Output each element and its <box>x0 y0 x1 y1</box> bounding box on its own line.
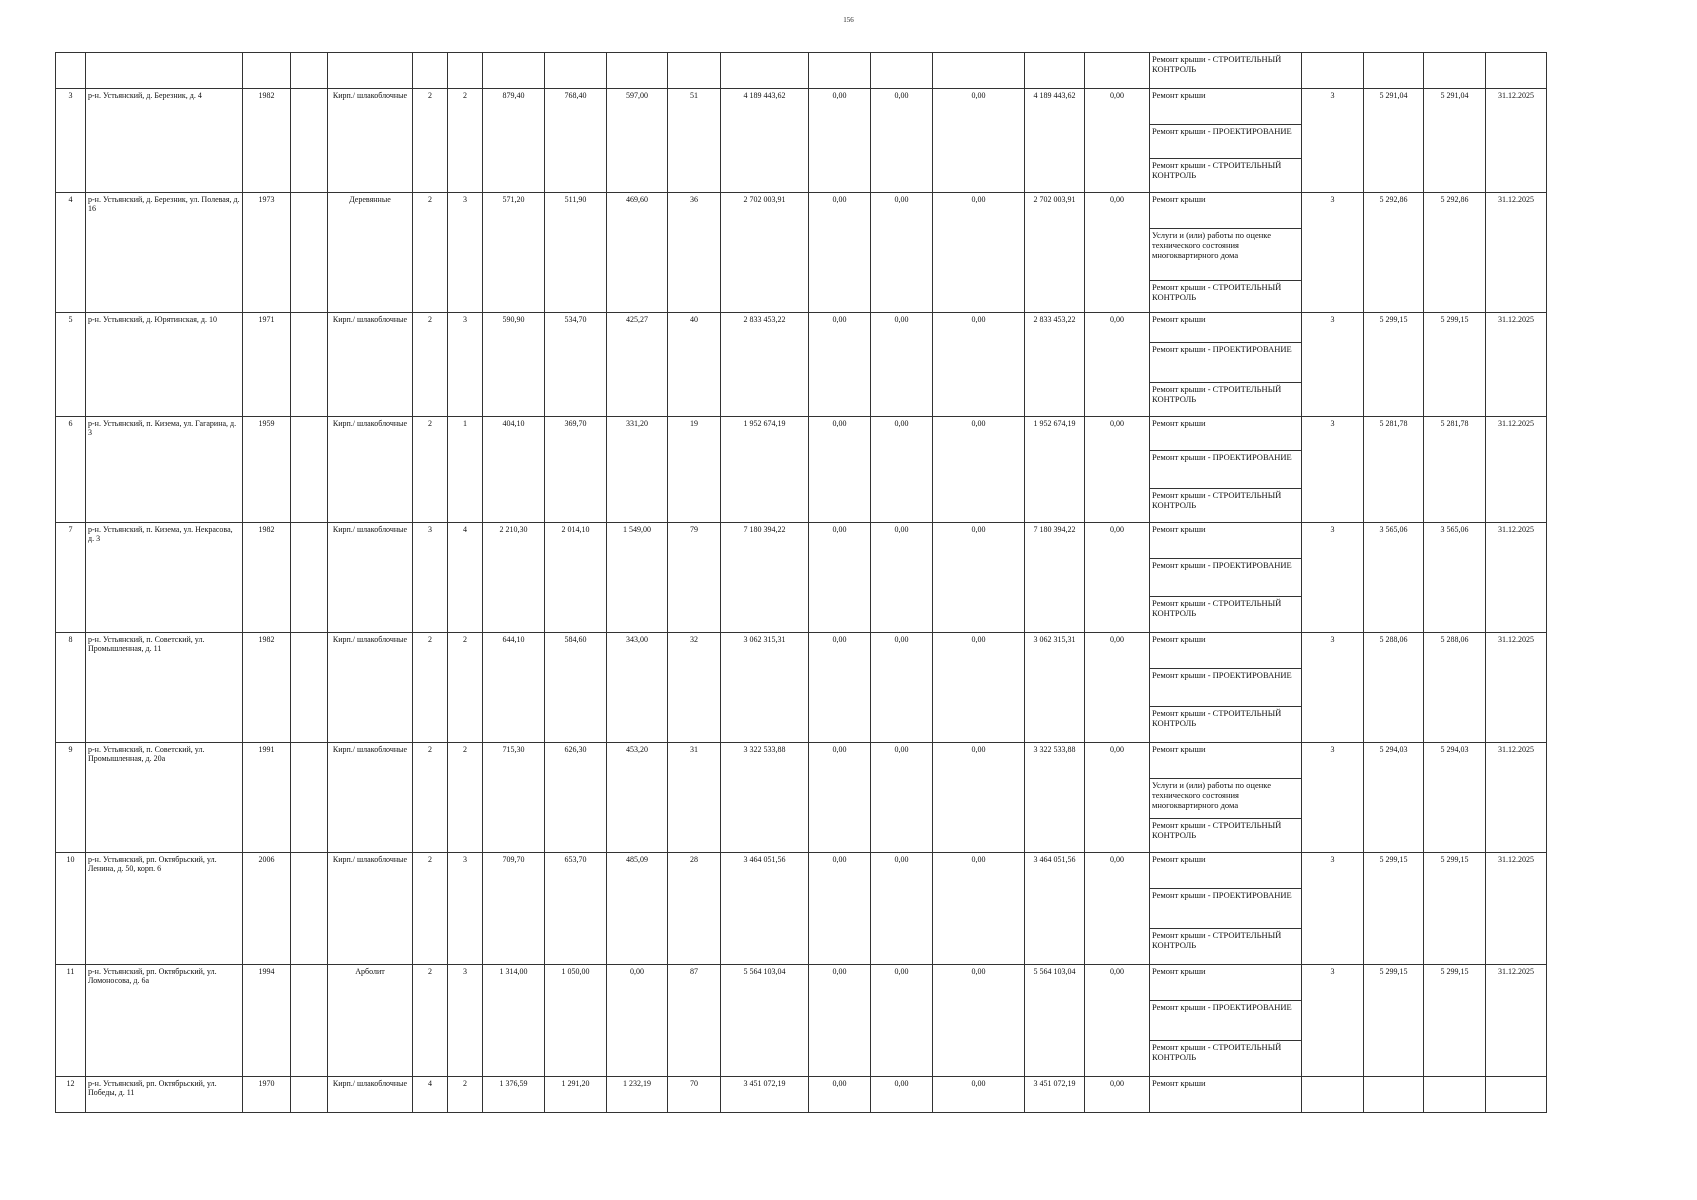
cost-regional: 0,00 <box>871 633 933 743</box>
max-unit-price: 5 299,15 <box>1424 965 1486 1077</box>
cost-other: 0,00 <box>1085 853 1150 965</box>
table-row <box>56 633 1547 669</box>
empty-cell <box>328 53 413 89</box>
empty-cell <box>291 313 328 417</box>
cost-federal: 0,00 <box>809 853 871 965</box>
area-residential: 331,20 <box>607 417 668 523</box>
work-item: Услуги и (или) работы по оценке технического состояния многоквартирного дома <box>1150 779 1302 819</box>
cost-other: 0,00 <box>1085 313 1150 417</box>
floors-count: 2 <box>413 633 448 743</box>
unit-count: 3 <box>1302 965 1364 1077</box>
work-item: Ремонт крыши - СТРОИТЕЛЬНЫЙ КОНТРОЛЬ <box>1150 929 1302 965</box>
area-premises: 584,60 <box>545 633 607 743</box>
residents-count: 32 <box>668 633 721 743</box>
floors-count: 2 <box>413 313 448 417</box>
cost-other: 0,00 <box>1085 193 1150 313</box>
wall-material: Кирп./ шлакоблочные <box>328 1077 413 1113</box>
entrances-count: 2 <box>448 633 483 743</box>
empty-cell <box>291 1077 328 1113</box>
cost-local: 0,00 <box>933 743 1025 853</box>
cost-owners: 7 180 394,22 <box>1025 523 1085 633</box>
cost-regional: 0,00 <box>871 89 933 193</box>
empty-cell <box>56 53 86 89</box>
cost-federal: 0,00 <box>809 417 871 523</box>
area-residential: 0,00 <box>607 965 668 1077</box>
empty-cell <box>448 53 483 89</box>
work-item: Ремонт крыши - ПРОЕКТИРОВАНИЕ <box>1150 889 1302 929</box>
floors-count: 2 <box>413 193 448 313</box>
unit-price <box>1364 1077 1424 1113</box>
row-number: 11 <box>56 965 86 1077</box>
table-row <box>56 1077 1547 1113</box>
cost-owners: 2 833 453,22 <box>1025 313 1085 417</box>
empty-cell <box>86 53 243 89</box>
work-item: Ремонт крыши - СТРОИТЕЛЬНЫЙ КОНТРОЛЬ <box>1150 159 1302 193</box>
empty-cell <box>1424 53 1486 89</box>
area-residential: 485,09 <box>607 853 668 965</box>
area-total: 644,10 <box>483 633 545 743</box>
work-item: Ремонт крыши - ПРОЕКТИРОВАНИЕ <box>1150 125 1302 159</box>
table-row <box>56 313 1547 343</box>
area-premises: 511,90 <box>545 193 607 313</box>
work-item: Ремонт крыши - СТРОИТЕЛЬНЫЙ КОНТРОЛЬ <box>1150 489 1302 523</box>
build-year: 1970 <box>243 1077 291 1113</box>
wall-material: Кирп./ шлакоблочные <box>328 313 413 417</box>
area-residential: 597,00 <box>607 89 668 193</box>
completion-date: 31.12.2025 <box>1486 193 1547 313</box>
cost-total: 2 702 003,91 <box>721 193 809 313</box>
build-year: 1971 <box>243 313 291 417</box>
work-item: Ремонт крыши - СТРОИТЕЛЬНЫЙ КОНТРОЛЬ <box>1150 281 1302 313</box>
empty-cell <box>1486 53 1547 89</box>
area-total: 715,30 <box>483 743 545 853</box>
empty-cell <box>291 523 328 633</box>
table-row <box>56 965 1547 1001</box>
wall-material: Кирп./ шлакоблочные <box>328 417 413 523</box>
max-unit-price: 5 299,15 <box>1424 313 1486 417</box>
table-row <box>56 853 1547 889</box>
work-item: Ремонт крыши - ПРОЕКТИРОВАНИЕ <box>1150 1001 1302 1041</box>
entrances-count: 3 <box>448 313 483 417</box>
max-unit-price <box>1424 1077 1486 1113</box>
unit-count <box>1302 1077 1364 1113</box>
residents-count: 87 <box>668 965 721 1077</box>
cost-federal: 0,00 <box>809 965 871 1077</box>
cost-local: 0,00 <box>933 89 1025 193</box>
floors-count: 3 <box>413 523 448 633</box>
work-item: Ремонт крыши - СТРОИТЕЛЬНЫЙ КОНТРОЛЬ <box>1150 597 1302 633</box>
wall-material: Кирп./ шлакоблочные <box>328 633 413 743</box>
residents-count: 28 <box>668 853 721 965</box>
row-number: 8 <box>56 633 86 743</box>
cost-local: 0,00 <box>933 313 1025 417</box>
empty-cell <box>291 633 328 743</box>
table-body <box>56 53 1547 1113</box>
cost-owners: 3 322 533,88 <box>1025 743 1085 853</box>
unit-count: 3 <box>1302 633 1364 743</box>
unit-price: 5 299,15 <box>1364 965 1424 1077</box>
address-cell: р-н. Устьянский, п. Советский, ул. Промышленная, д. 11 <box>86 633 243 743</box>
empty-cell <box>291 417 328 523</box>
work-item: Ремонт крыши <box>1150 853 1302 889</box>
cost-regional: 0,00 <box>871 523 933 633</box>
unit-count: 3 <box>1302 313 1364 417</box>
max-unit-price: 5 291,04 <box>1424 89 1486 193</box>
cost-other: 0,00 <box>1085 743 1150 853</box>
cost-other: 0,00 <box>1085 523 1150 633</box>
work-item: Ремонт крыши <box>1150 313 1302 343</box>
cost-regional: 0,00 <box>871 313 933 417</box>
area-residential: 343,00 <box>607 633 668 743</box>
empty-cell <box>1025 53 1085 89</box>
empty-cell <box>545 53 607 89</box>
completion-date: 31.12.2025 <box>1486 743 1547 853</box>
build-year: 1982 <box>243 523 291 633</box>
cost-total: 4 189 443,62 <box>721 89 809 193</box>
completion-date: 31.12.2025 <box>1486 853 1547 965</box>
residents-count: 70 <box>668 1077 721 1113</box>
empty-cell <box>483 53 545 89</box>
unit-count: 3 <box>1302 417 1364 523</box>
empty-cell <box>871 53 933 89</box>
address-cell: р-н. Устьянский, д. Березник, д. 4 <box>86 89 243 193</box>
floors-count: 4 <box>413 1077 448 1113</box>
cost-total: 7 180 394,22 <box>721 523 809 633</box>
cost-owners: 1 952 674,19 <box>1025 417 1085 523</box>
table-row <box>56 743 1547 779</box>
cost-local: 0,00 <box>933 193 1025 313</box>
entrances-count: 2 <box>448 743 483 853</box>
page-number: 156 <box>843 16 854 24</box>
cost-federal: 0,00 <box>809 523 871 633</box>
entrances-count: 4 <box>448 523 483 633</box>
area-premises: 626,30 <box>545 743 607 853</box>
unit-count: 3 <box>1302 89 1364 193</box>
cost-federal: 0,00 <box>809 89 871 193</box>
empty-cell <box>607 53 668 89</box>
table-row-continuation <box>56 53 1547 89</box>
cost-federal: 0,00 <box>809 193 871 313</box>
cost-federal: 0,00 <box>809 633 871 743</box>
area-total: 404,10 <box>483 417 545 523</box>
wall-material: Арболит <box>328 965 413 1077</box>
cost-federal: 0,00 <box>809 743 871 853</box>
unit-price: 5 288,06 <box>1364 633 1424 743</box>
cost-other: 0,00 <box>1085 965 1150 1077</box>
cost-total: 5 564 103,04 <box>721 965 809 1077</box>
work-item: Ремонт крыши - СТРОИТЕЛЬНЫЙ КОНТРОЛЬ <box>1150 53 1302 89</box>
cost-local: 0,00 <box>933 417 1025 523</box>
empty-cell <box>1302 53 1364 89</box>
area-premises: 534,70 <box>545 313 607 417</box>
empty-cell <box>291 89 328 193</box>
empty-cell <box>1085 53 1150 89</box>
table-row <box>56 89 1547 125</box>
work-item: Ремонт крыши - СТРОИТЕЛЬНЫЙ КОНТРОЛЬ <box>1150 383 1302 417</box>
cost-total: 1 952 674,19 <box>721 417 809 523</box>
empty-cell <box>291 53 328 89</box>
work-item: Ремонт крыши <box>1150 633 1302 669</box>
unit-count: 3 <box>1302 193 1364 313</box>
cost-owners: 3 464 051,56 <box>1025 853 1085 965</box>
completion-date: 31.12.2025 <box>1486 313 1547 417</box>
residents-count: 19 <box>668 417 721 523</box>
unit-price: 5 292,86 <box>1364 193 1424 313</box>
cost-local: 0,00 <box>933 523 1025 633</box>
address-cell: р-н. Устьянский, д. Юрятинская, д. 10 <box>86 313 243 417</box>
work-item: Ремонт крыши - ПРОЕКТИРОВАНИЕ <box>1150 559 1302 597</box>
cost-local: 0,00 <box>933 853 1025 965</box>
max-unit-price: 5 292,86 <box>1424 193 1486 313</box>
capital-repair-register-table <box>55 52 1547 1113</box>
work-item: Ремонт крыши <box>1150 89 1302 125</box>
area-total: 709,70 <box>483 853 545 965</box>
row-number: 12 <box>56 1077 86 1113</box>
floors-count: 2 <box>413 417 448 523</box>
cost-regional: 0,00 <box>871 743 933 853</box>
residents-count: 51 <box>668 89 721 193</box>
cost-local: 0,00 <box>933 965 1025 1077</box>
empty-cell <box>291 193 328 313</box>
work-item: Ремонт крыши - ПРОЕКТИРОВАНИЕ <box>1150 669 1302 707</box>
area-total: 1 314,00 <box>483 965 545 1077</box>
work-item: Ремонт крыши <box>1150 523 1302 559</box>
cost-owners: 3 451 072,19 <box>1025 1077 1085 1113</box>
completion-date: 31.12.2025 <box>1486 633 1547 743</box>
empty-cell <box>413 53 448 89</box>
wall-material: Кирп./ шлакоблочные <box>328 743 413 853</box>
cost-total: 3 322 533,88 <box>721 743 809 853</box>
address-cell: р-н. Устьянский, п. Советский, ул. Промышленная, д. 20а <box>86 743 243 853</box>
cost-total: 3 451 072,19 <box>721 1077 809 1113</box>
unit-price: 5 291,04 <box>1364 89 1424 193</box>
work-item: Ремонт крыши <box>1150 965 1302 1001</box>
area-total: 879,40 <box>483 89 545 193</box>
work-item: Ремонт крыши <box>1150 1077 1302 1113</box>
wall-material: Кирп./ шлакоблочные <box>328 523 413 633</box>
residents-count: 36 <box>668 193 721 313</box>
unit-count: 3 <box>1302 853 1364 965</box>
area-residential: 469,60 <box>607 193 668 313</box>
cost-owners: 2 702 003,91 <box>1025 193 1085 313</box>
work-item: Ремонт крыши <box>1150 193 1302 229</box>
max-unit-price: 5 281,78 <box>1424 417 1486 523</box>
cost-total: 3 464 051,56 <box>721 853 809 965</box>
completion-date: 31.12.2025 <box>1486 965 1547 1077</box>
build-year: 1982 <box>243 633 291 743</box>
table-row <box>56 193 1547 229</box>
cost-local: 0,00 <box>933 633 1025 743</box>
row-number: 4 <box>56 193 86 313</box>
cost-other: 0,00 <box>1085 417 1150 523</box>
build-year: 1994 <box>243 965 291 1077</box>
area-premises: 2 014,10 <box>545 523 607 633</box>
area-premises: 1 291,20 <box>545 1077 607 1113</box>
unit-price: 5 299,15 <box>1364 853 1424 965</box>
wall-material: Деревянные <box>328 193 413 313</box>
entrances-count: 3 <box>448 853 483 965</box>
empty-cell <box>1364 53 1424 89</box>
residents-count: 79 <box>668 523 721 633</box>
cost-regional: 0,00 <box>871 193 933 313</box>
area-premises: 768,40 <box>545 89 607 193</box>
work-item: Ремонт крыши - СТРОИТЕЛЬНЫЙ КОНТРОЛЬ <box>1150 707 1302 743</box>
area-total: 590,90 <box>483 313 545 417</box>
empty-cell <box>291 853 328 965</box>
empty-cell <box>721 53 809 89</box>
unit-price: 5 299,15 <box>1364 313 1424 417</box>
cost-owners: 5 564 103,04 <box>1025 965 1085 1077</box>
address-cell: р-н. Устьянский, рп. Октябрьский, ул. Ленина, д. 50, корп. 6 <box>86 853 243 965</box>
area-premises: 369,70 <box>545 417 607 523</box>
row-number: 9 <box>56 743 86 853</box>
area-premises: 653,70 <box>545 853 607 965</box>
max-unit-price: 5 288,06 <box>1424 633 1486 743</box>
row-number: 6 <box>56 417 86 523</box>
empty-cell <box>933 53 1025 89</box>
work-item: Ремонт крыши - СТРОИТЕЛЬНЫЙ КОНТРОЛЬ <box>1150 819 1302 853</box>
cost-regional: 0,00 <box>871 417 933 523</box>
row-number: 7 <box>56 523 86 633</box>
wall-material: Кирп./ шлакоблочные <box>328 853 413 965</box>
empty-cell <box>291 743 328 853</box>
entrances-count: 1 <box>448 417 483 523</box>
cost-owners: 3 062 315,31 <box>1025 633 1085 743</box>
work-item: Услуги и (или) работы по оценке технического состояния многоквартирного дома <box>1150 229 1302 281</box>
work-item: Ремонт крыши - ПРОЕКТИРОВАНИЕ <box>1150 343 1302 383</box>
empty-cell <box>668 53 721 89</box>
work-item: Ремонт крыши <box>1150 417 1302 451</box>
cost-other: 0,00 <box>1085 1077 1150 1113</box>
cost-local: 0,00 <box>933 1077 1025 1113</box>
entrances-count: 2 <box>448 89 483 193</box>
build-year: 1959 <box>243 417 291 523</box>
cost-regional: 0,00 <box>871 853 933 965</box>
area-residential: 1 549,00 <box>607 523 668 633</box>
residents-count: 40 <box>668 313 721 417</box>
unit-count: 3 <box>1302 743 1364 853</box>
cost-total: 3 062 315,31 <box>721 633 809 743</box>
wall-material: Кирп./ шлакоблочные <box>328 89 413 193</box>
table-row <box>56 417 1547 451</box>
entrances-count: 3 <box>448 193 483 313</box>
row-number: 10 <box>56 853 86 965</box>
cost-total: 2 833 453,22 <box>721 313 809 417</box>
area-residential: 453,20 <box>607 743 668 853</box>
address-cell: р-н. Устьянский, д. Березник, ул. Полевая, д. 16 <box>86 193 243 313</box>
unit-price: 5 281,78 <box>1364 417 1424 523</box>
cost-federal: 0,00 <box>809 313 871 417</box>
completion-date: 31.12.2025 <box>1486 89 1547 193</box>
build-year: 1991 <box>243 743 291 853</box>
cost-federal: 0,00 <box>809 1077 871 1113</box>
table-row <box>56 523 1547 559</box>
floors-count: 2 <box>413 853 448 965</box>
work-item: Ремонт крыши - ПРОЕКТИРОВАНИЕ <box>1150 451 1302 489</box>
address-cell: р-н. Устьянский, п. Кизема, ул. Некрасова, д. 3 <box>86 523 243 633</box>
area-residential: 425,27 <box>607 313 668 417</box>
entrances-count: 2 <box>448 1077 483 1113</box>
address-cell: р-н. Устьянский, рп. Октябрьский, ул. Ломоносова, д. 6а <box>86 965 243 1077</box>
area-total: 2 210,30 <box>483 523 545 633</box>
floors-count: 2 <box>413 89 448 193</box>
work-item: Ремонт крыши <box>1150 743 1302 779</box>
unit-price: 5 294,03 <box>1364 743 1424 853</box>
cost-regional: 0,00 <box>871 1077 933 1113</box>
entrances-count: 3 <box>448 965 483 1077</box>
build-year: 1973 <box>243 193 291 313</box>
completion-date <box>1486 1077 1547 1113</box>
address-cell: р-н. Устьянский, рп. Октябрьский, ул. Победы, д. 11 <box>86 1077 243 1113</box>
empty-cell <box>291 965 328 1077</box>
row-number: 3 <box>56 89 86 193</box>
cost-other: 0,00 <box>1085 633 1150 743</box>
area-residential: 1 232,19 <box>607 1077 668 1113</box>
cost-other: 0,00 <box>1085 89 1150 193</box>
floors-count: 2 <box>413 743 448 853</box>
cost-owners: 4 189 443,62 <box>1025 89 1085 193</box>
unit-price: 3 565,06 <box>1364 523 1424 633</box>
unit-count: 3 <box>1302 523 1364 633</box>
area-premises: 1 050,00 <box>545 965 607 1077</box>
work-item: Ремонт крыши - СТРОИТЕЛЬНЫЙ КОНТРОЛЬ <box>1150 1041 1302 1077</box>
residents-count: 31 <box>668 743 721 853</box>
address-cell: р-н. Устьянский, п. Кизема, ул. Гагарина, д. 3 <box>86 417 243 523</box>
max-unit-price: 3 565,06 <box>1424 523 1486 633</box>
area-total: 571,20 <box>483 193 545 313</box>
max-unit-price: 5 299,15 <box>1424 853 1486 965</box>
empty-cell <box>809 53 871 89</box>
floors-count: 2 <box>413 965 448 1077</box>
area-total: 1 376,59 <box>483 1077 545 1113</box>
max-unit-price: 5 294,03 <box>1424 743 1486 853</box>
empty-cell <box>243 53 291 89</box>
build-year: 2006 <box>243 853 291 965</box>
row-number: 5 <box>56 313 86 417</box>
completion-date: 31.12.2025 <box>1486 523 1547 633</box>
completion-date: 31.12.2025 <box>1486 417 1547 523</box>
build-year: 1982 <box>243 89 291 193</box>
cost-regional: 0,00 <box>871 965 933 1077</box>
